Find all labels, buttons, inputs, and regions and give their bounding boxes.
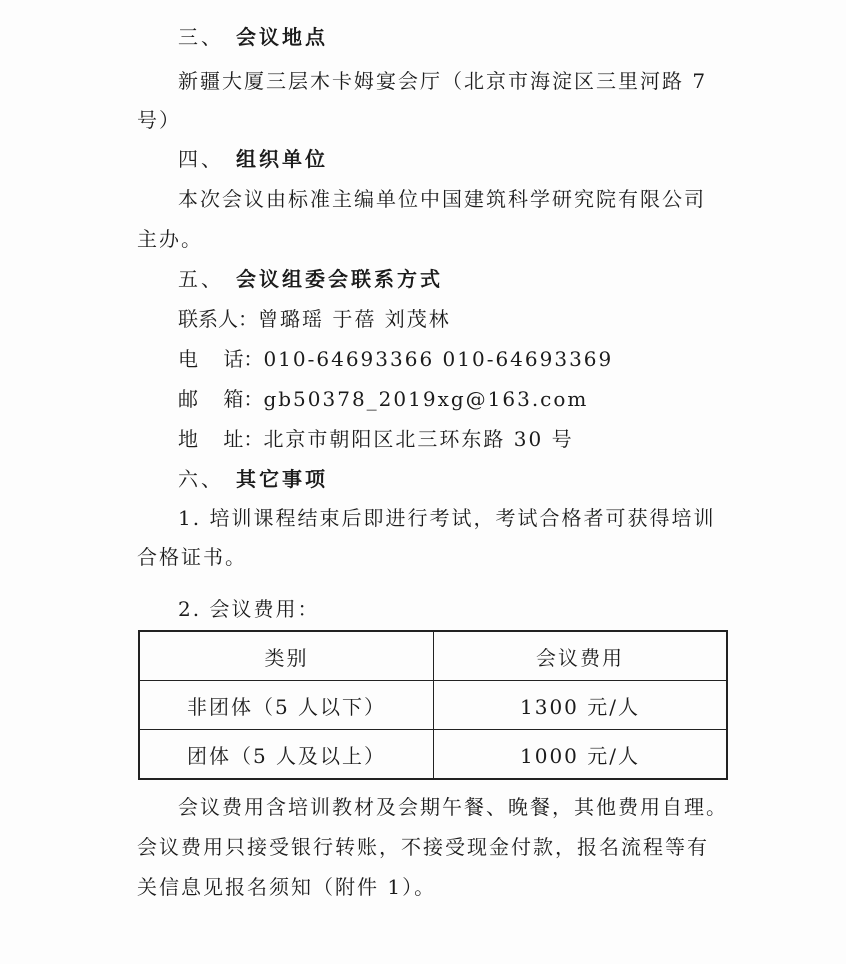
- fee-table-row: [140, 681, 726, 730]
- fee-table-cell-category: 团体（5 人及以上）: [140, 730, 434, 779]
- fee-table-header-row: [140, 632, 726, 681]
- venue-line-2: 号）: [137, 108, 181, 132]
- section-4-title: 组织单位: [236, 147, 328, 171]
- section-4-heading: [178, 146, 328, 172]
- note-line-3: 关信息见报名须知（附件 1）。: [137, 875, 437, 899]
- fee-table-cell-fee: 1300 元/人: [520, 694, 640, 719]
- address-label: 地 址：: [178, 427, 264, 451]
- fee-table: [138, 630, 728, 780]
- email-label: 邮 箱：: [178, 387, 264, 411]
- section-5-title: 会议组委会联系方式: [236, 267, 443, 291]
- phone-label: 电 话：: [178, 347, 264, 371]
- section-6-title: 其它事项: [236, 467, 328, 491]
- fee-table-header-fee: 会议费用: [536, 645, 624, 670]
- section-6-heading: [178, 466, 328, 492]
- exam-line-1: 1. 培训课程结束后即进行考试，考试合格者可获得培训: [178, 506, 716, 530]
- email-row: [178, 386, 588, 412]
- phone-value: 010-64693366 010-64693369: [263, 347, 614, 371]
- note-line-2: 会议费用只接受银行转账，不接受现金付款，报名流程等有: [137, 835, 709, 859]
- address-value: 北京市朝阳区北三环东路 30 号: [263, 427, 574, 451]
- venue-line-1: 新疆大厦三层木卡姆宴会厅（北京市海淀区三里河路 7: [178, 69, 708, 93]
- exam-line-2: 合格证书。: [137, 545, 247, 569]
- fee-table-header-category: 类别: [140, 632, 434, 680]
- contact-person-label: 联系人：: [178, 307, 258, 331]
- email-value: gb50378_2019xg@163.com: [263, 387, 589, 411]
- note-line-1: 会议费用含培训教材及会期午餐、晚餐，其他费用自理。: [178, 795, 728, 819]
- section-4-number: 四、: [178, 147, 224, 171]
- fee-table-cell-fee: 1000 元/人: [520, 744, 640, 768]
- address-row: [178, 426, 574, 452]
- contact-person-row: [178, 306, 451, 332]
- contact-person-value: 曾璐瑶 于蓓 刘茂林: [258, 307, 451, 331]
- section-3-title: 会议地点: [236, 25, 328, 49]
- organizer-line-2: 主办。: [137, 227, 203, 251]
- fee-table-cell-category: 非团体（5 人以下）: [140, 681, 434, 729]
- section-6-number: 六、: [178, 467, 224, 491]
- section-5-number: 五、: [178, 267, 224, 291]
- fee-table-row: [140, 730, 726, 779]
- fee-subtitle: 2. 会议费用：: [178, 597, 320, 621]
- section-3-number: 三、: [178, 25, 224, 49]
- organizer-line-1: 本次会议由标准主编单位中国建筑科学研究院有限公司: [178, 187, 706, 211]
- section-3-heading: [178, 24, 328, 50]
- phone-row: [178, 346, 613, 372]
- section-5-heading: [178, 266, 443, 292]
